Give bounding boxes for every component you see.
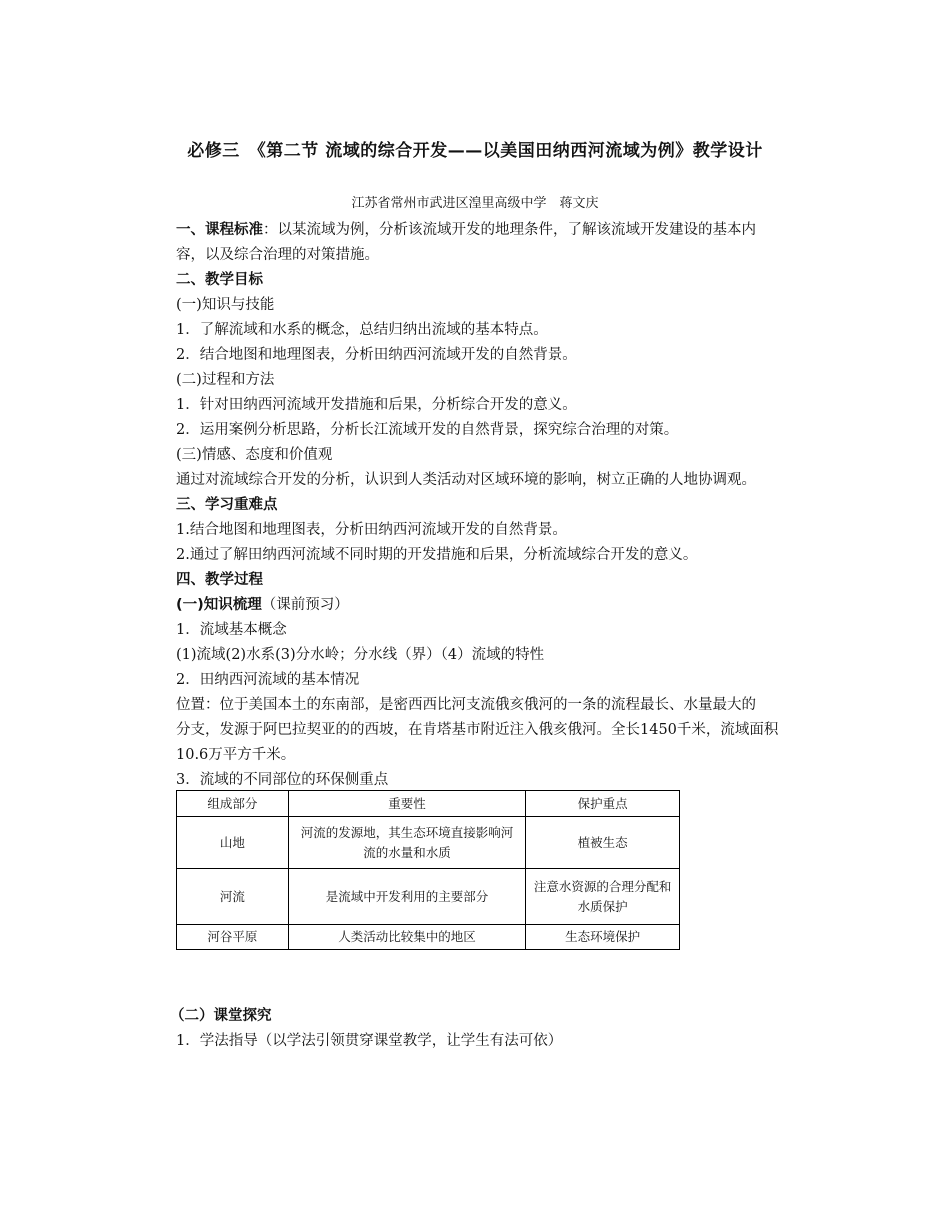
subheading-process: (二)过程和方法 [176,372,275,388]
table-header-cell: 组成部分 [177,791,289,817]
inquiry-item: 1．学法指导（以学法引领贯穿课堂教学，让学生有法可依） [176,1033,563,1049]
table-cell: 生态环境保护 [526,925,680,950]
table-cell: 河谷平原 [177,925,289,950]
section-heading-3: 三、学习重难点 [176,497,278,513]
keypoint-item: 1.结合地图和地理图表，分析田纳西河流域开发的自然背景。 [176,522,567,538]
table-header-cell: 重要性 [288,791,526,817]
process-item: 2．田纳西河流域的基本情况 [176,672,360,688]
curriculum-standard-text: ：以某流域为例，分析该流域开发的地理条件，了解该流域开发建设的基本内 [263,222,756,238]
table-row [177,817,680,869]
objective-item: 2．运用案例分析思路，分析长江流域开发的自然背景，探究综合治理的对策。 [176,422,679,438]
table-cell: 注意水资源的合理分配和水质保护 [526,869,680,925]
process-item: (1)流域(2)水系(3)分水岭；分水线（界）（4）流域的特性 [176,647,545,663]
curriculum-standard-line [176,218,756,239]
objective-item: 1．了解流域和水系的概念，总结归纳出流域的基本特点。 [176,322,548,338]
environmental-focus-table [176,790,680,950]
section-heading-1: 一、课程标准 [176,222,263,238]
curriculum-standard-cont: 容，以及综合治理的对策措施。 [176,247,379,263]
section-heading-inquiry: （二）课堂探究 [170,1008,272,1024]
table-row [177,925,680,950]
process-item: 1．流域基本概念 [176,622,287,638]
section-heading-2: 二、教学目标 [176,272,263,288]
table-cell: 河流 [177,869,289,925]
process-item: 3．流域的不同部位的环保侧重点 [176,772,389,788]
objective-item: 2．结合地图和地理图表，分析田纳西河流域开发的自然背景。 [176,347,577,363]
objective-item: 通过对流域综合开发的分析，认识到人类活动对区域环境的影响，树立正确的人地协调观。 [176,472,756,488]
location-paragraph-line: 分支，发源于阿巴拉契亚的的西坡，在肯塔基市附近注入俄亥俄河。全长1450千米，流域面积 [176,722,779,738]
table-cell: 河流的发源地，其生态环境直接影响河流的水量和水质 [288,817,526,869]
keypoint-item: 2.通过了解田纳西河流域不同时期的开发措施和后果，分析流域综合开发的意义。 [176,547,698,563]
table-cell: 山地 [177,817,289,869]
table-cell: 人类活动比较集中的地区 [288,925,526,950]
location-paragraph-line: 位置：位于美国本土的东南部，是密西西比河支流俄亥俄河的一条的流程最长、水量最大的 [176,697,756,713]
section-heading-4: 四、教学过程 [176,572,263,588]
subheading-bold: (一)知识梳理 [176,597,262,613]
subheading-note: （课前预习） [261,597,349,613]
author-line: 江苏省常州市武进区湟里高级中学 蒋文庆 [351,196,599,211]
subheading-knowledge-review [176,593,349,614]
table-row [177,869,680,925]
table-header-row [177,791,680,817]
document-title: 必修三 《第二节 流域的综合开发——以美国田纳西河流域为例》教学设计 [187,141,763,161]
objective-item: 1．针对田纳西河流域开发措施和后果，分析综合开发的意义。 [176,397,577,413]
location-paragraph-line: 10.6万平方千米。 [176,747,296,763]
subheading-knowledge: (一)知识与技能 [176,297,275,313]
table-cell: 植被生态 [526,817,680,869]
table-header-cell: 保护重点 [526,791,680,817]
subheading-attitude: (三)情感、态度和价值观 [176,447,333,463]
table-cell: 是流域中开发利用的主要部分 [288,869,526,925]
